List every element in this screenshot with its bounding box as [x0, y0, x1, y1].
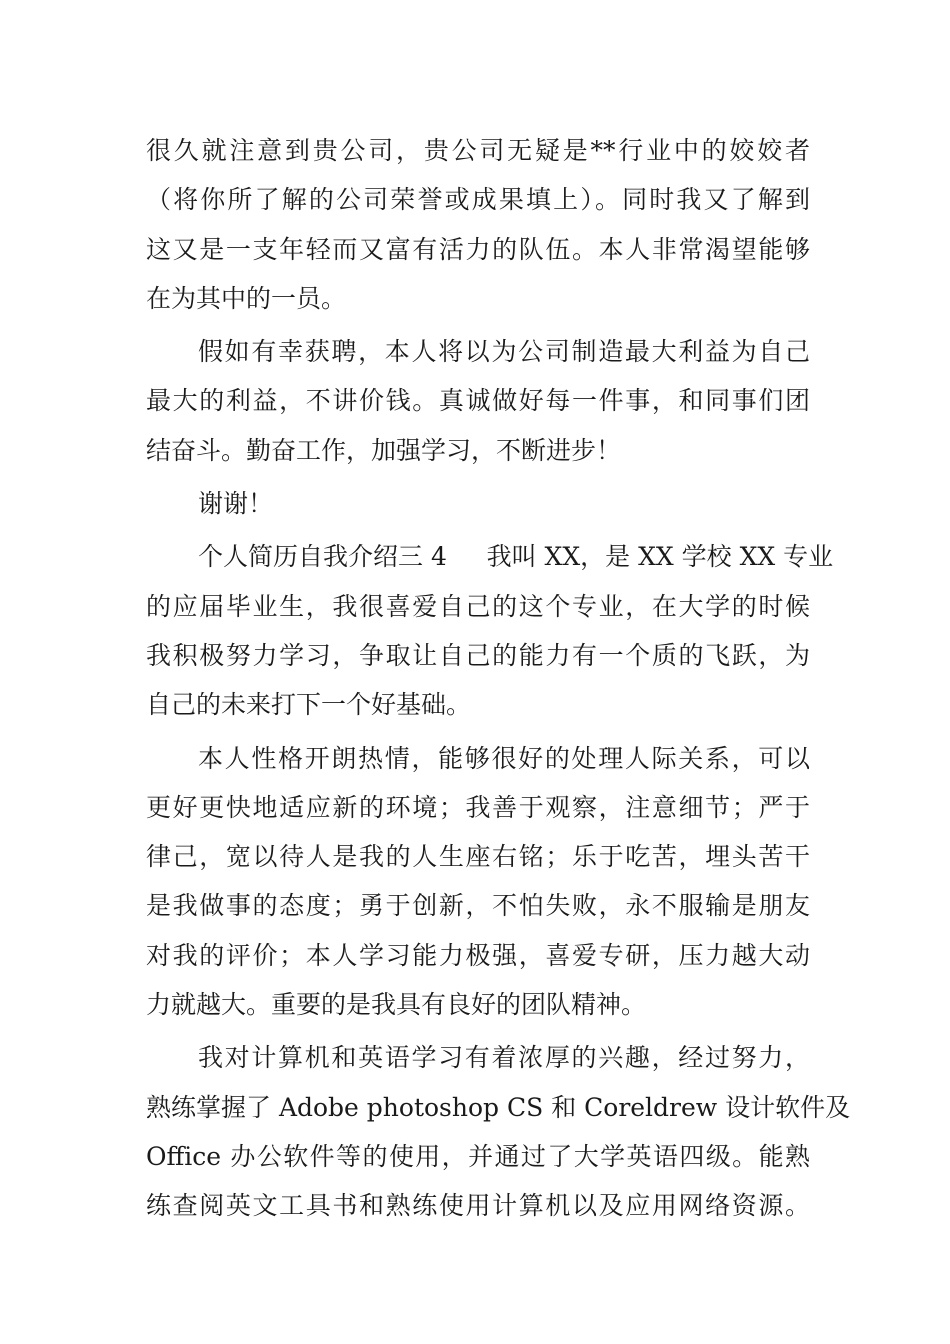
text-line: 很久就注意到贵公司，贵公司无疑是**行业中的姣姣者 [146, 136, 810, 165]
text-line: Office 办公软件等的使用，并通过了大学英语四级。能熟 [146, 1141, 810, 1171]
text-line: 自己的未来打下一个好基础。 [146, 690, 472, 720]
text-line: 假如有幸获聘，本人将以为公司制造最大利益为自己 [198, 337, 810, 367]
text-line: 我对计算机和英语学习有着浓厚的兴趣，经过努力， [198, 1043, 810, 1073]
text-line: 练查阅英文工具书和熟练使用计算机以及应用网络资源。 [146, 1191, 810, 1221]
paragraph-2 [146, 327, 810, 475]
text-line: 我积极努力学习，争取让自己的能力有一个质的飞跃，为 [146, 640, 810, 670]
text-line: 个人简历自我介绍三 4 我叫 XX，是 XX 学校 XX 专业 [198, 542, 834, 572]
text-line: 熟练掌握了 Adobe photoshop CS 和 Coreldrew 设计软件及 [146, 1092, 851, 1122]
text-line: 在为其中的一员。 [146, 283, 347, 313]
text-line: 谢谢！ [198, 489, 274, 519]
paragraph-5 [146, 734, 810, 1030]
paragraph-4 [146, 532, 834, 729]
text-line: 这又是一支年轻而又富有活力的队伍。本人非常渴望能够 [146, 234, 810, 264]
text-line: （将你所了解的公司荣誉或成果填上）。同时我又了解到 [146, 185, 810, 215]
text-line: 的应届毕业生，我很喜爱自己的这个专业，在大学的时候 [146, 591, 810, 621]
document-body [146, 126, 851, 1231]
paragraph-3 [146, 479, 810, 528]
text-line: 对我的评价；本人学习能力极强，喜爱专研，压力越大动 [146, 940, 810, 970]
text-line: 最大的利益，不讲价钱。真诚做好每一件事，和同事们团 [146, 386, 810, 416]
text-line: 更好更快地适应新的环境；我善于观察，注意细节；严于 [146, 792, 810, 822]
paragraph-1 [146, 126, 810, 323]
text-line: 力就越大。重要的是我具有良好的团队精神。 [146, 990, 647, 1020]
text-line: 结奋斗。勤奋工作，加强学习，不断进步！ [146, 435, 622, 465]
text-line: 本人性格开朗热情，能够很好的处理人际关系，可以 [198, 743, 810, 773]
paragraph-6 [146, 1033, 851, 1230]
text-line: 律己，宽以待人是我的人生座右铭；乐于吃苦，埋头苦干 [146, 842, 810, 872]
text-line: 是我做事的态度；勇于创新，不怕失败，永不服输是朋友 [146, 891, 810, 921]
